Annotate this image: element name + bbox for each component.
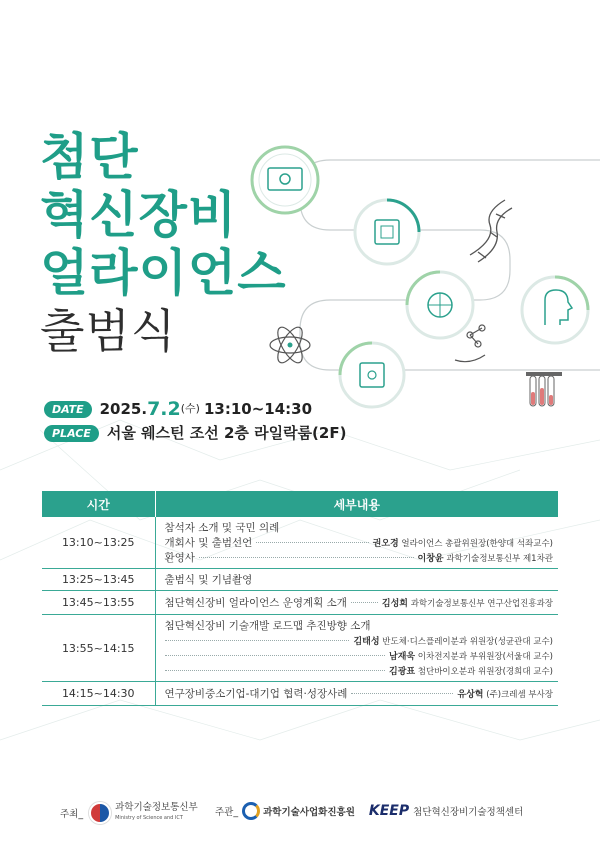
date-tag: DATE	[44, 401, 92, 418]
table-row	[42, 569, 558, 591]
row-details	[155, 615, 558, 682]
test-tubes-icon	[526, 372, 562, 406]
speaker-name: 유상혁	[457, 690, 484, 700]
table-row	[42, 615, 558, 682]
title-line-2: 혁신장비	[40, 186, 238, 244]
event-title	[40, 128, 287, 360]
item-label: 참석자 소개 및 국민 의례	[164, 522, 280, 534]
speaker-name: 김성희	[381, 599, 408, 609]
ministry-name	[115, 803, 198, 823]
item-label: 개회사 및 출범선언	[164, 537, 253, 549]
date-row	[44, 397, 346, 421]
title-line-4: 출범식	[40, 304, 177, 358]
speaker-role: 과학기술정보통신부 제1차관	[446, 554, 553, 564]
item-label: 환영사	[164, 552, 195, 564]
row-time: 13:45~13:55	[42, 591, 155, 615]
dotted-leader	[165, 640, 350, 641]
dotted-leader	[199, 557, 414, 558]
speaker-role: 이차전지분과 부위원장(서울대 교수)	[417, 652, 553, 662]
row-time: 13:25~13:45	[42, 569, 155, 591]
dotted-leader	[351, 602, 378, 603]
date-month-day: 7.2	[147, 398, 181, 420]
place-tag: PLACE	[44, 425, 99, 442]
dotted-leader	[165, 670, 386, 671]
row-time: 13:10~13:25	[42, 517, 155, 569]
row-details	[155, 682, 558, 706]
table-header-row	[42, 491, 558, 517]
organizer-block	[215, 802, 523, 820]
dotted-leader	[165, 655, 386, 656]
footer	[0, 790, 600, 830]
row-time: 13:55~14:15	[42, 615, 155, 682]
date-time: 13:10~14:30	[203, 400, 313, 418]
ai-head-icon	[522, 277, 588, 343]
row-time: 14:15~14:30	[42, 682, 155, 706]
speaker-role: 과학기술정보통신부 연구산업진흥과장	[410, 599, 553, 609]
speaker-name: 이창윤	[417, 554, 444, 564]
header-details: 세부내용	[155, 491, 558, 517]
speaker-name: 권오경	[372, 539, 399, 549]
title-line-3: 얼라이언스	[40, 244, 287, 302]
host-block	[60, 802, 198, 824]
host-name: 과학기술정보통신부	[115, 802, 198, 813]
organizer2-name: 첨단혁신장비기술정책센터	[413, 807, 524, 818]
speaker-name: 남재욱	[389, 652, 416, 662]
date-day-of-week: (수)	[180, 402, 200, 415]
speaker-role: (주)크레셈 부사장	[486, 690, 553, 700]
row-details	[155, 517, 558, 569]
dotted-leader	[256, 542, 368, 543]
place-row	[44, 421, 346, 445]
place-text: 서울 웨스틴 조선 2층 라일락룸(2F)	[106, 424, 347, 442]
dotted-leader	[351, 693, 453, 694]
event-info	[44, 397, 346, 445]
speaker-role: 반도체·디스플레이분과 위원장(성균관대 교수)	[382, 637, 553, 647]
kiat-logo-icon	[242, 802, 260, 820]
table-row	[42, 682, 558, 706]
chip-icon	[355, 200, 419, 264]
table-row	[42, 591, 558, 615]
item-label: 첨단혁신장비 얼라이언스 운영계획 소개	[164, 597, 347, 609]
header-time: 시간	[42, 491, 155, 517]
date-year: 2025.	[99, 400, 148, 418]
item-label: 첨단혁신장비 기술개발 로드맵 추진방향 소개	[164, 620, 371, 632]
dna-icon	[470, 200, 512, 262]
speaker-role: 얼라이언스 총괄위원장(한양대 석좌교수)	[401, 539, 553, 549]
organizer-label: 주관_	[215, 807, 239, 818]
title-line-1: 첨단	[40, 128, 139, 186]
speaker-role: 첨단바이오분과 위원장(경희대 교수)	[417, 667, 553, 677]
keep-logo: KEEP	[368, 803, 410, 819]
host-label: 주최_	[60, 809, 84, 820]
host-name-en: Ministry of Science and ICT	[115, 815, 183, 821]
row-details	[155, 569, 558, 591]
item-label: 출범식 및 기념촬영	[164, 574, 253, 586]
organizer1-name: 과학기술사업화진흥원	[263, 807, 355, 818]
schedule-table	[42, 491, 558, 706]
circuit-board-icon	[340, 343, 404, 407]
table-row	[42, 517, 558, 569]
ministry-logo-icon	[89, 802, 111, 824]
speaker-name: 김태성	[353, 637, 380, 647]
brain-icon	[407, 272, 473, 338]
item-label: 연구장비중소기업-대기업 협력·성장사례	[164, 688, 348, 700]
speaker-name: 김광표	[389, 667, 416, 677]
row-details	[155, 591, 558, 615]
